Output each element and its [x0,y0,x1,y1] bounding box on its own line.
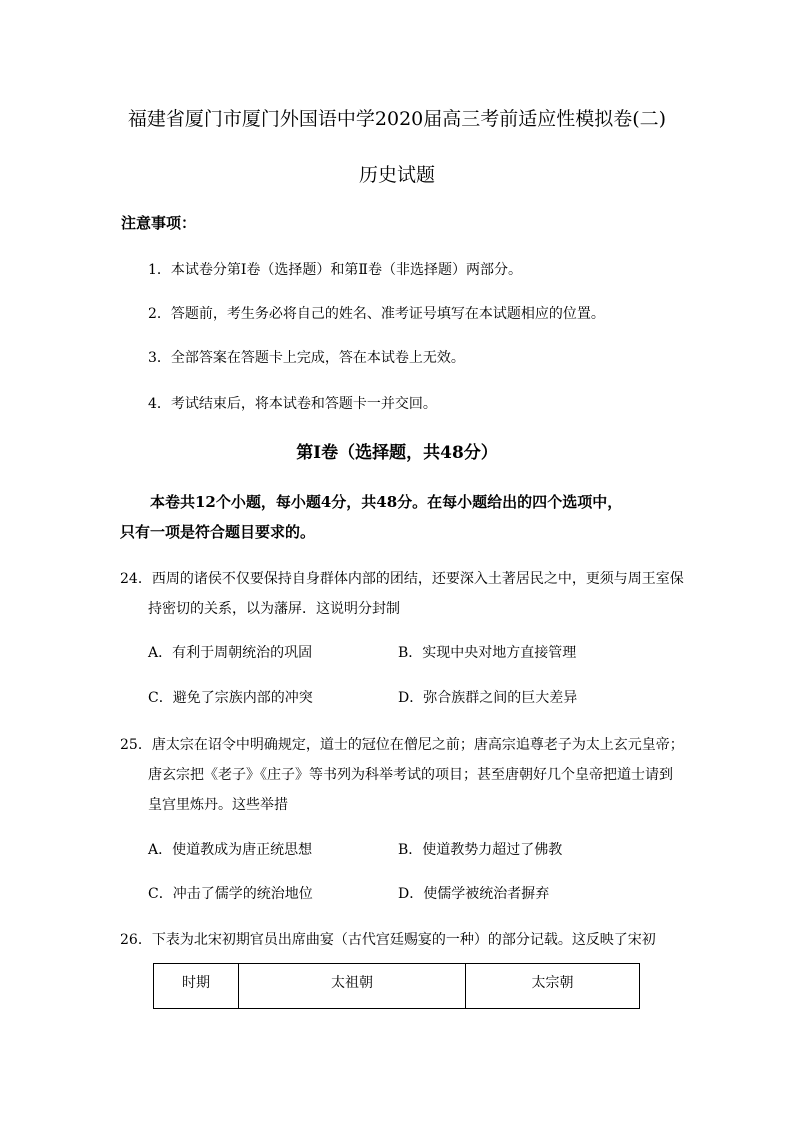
question-26-line: 26．下表为北宋初期官员出席曲宴（古代宫廷赐宴的一种）的部分记载。这反映了宋初 [120,932,656,948]
notice-item: 4．考试结束后，将本试卷和答题卡一并交回。 [148,396,437,412]
table-header-cell: 太宗朝 [466,964,640,1009]
question-25-line: 唐玄宗把《老子》《庄子》等书列为科举考试的项目；甚至唐朝好几个皇帝把道士请到 [148,767,673,783]
question-25-option-a: A．使道教成为唐正统思想 [148,842,313,858]
section-title: 第Ⅰ卷（选择题，共48分） [296,443,498,463]
section-instruction: 本卷共12个小题，每小题4分，共48分。在每小题给出的四个选项中， [150,493,623,511]
question-24-line: 24．西周的诸侯不仅要保持自身群体内部的团结，还要深入土著居民之中，更须与周王室保 [120,571,684,587]
question-24-option-a: A．有利于周朝统治的巩固 [148,645,313,661]
notice-heading: 注意事项： [121,214,197,232]
question-25-line: 皇宫里炼丹。这些举措 [148,797,288,813]
question-24-option-d: D．弥合族群之间的巨大差异 [398,690,578,706]
section-instruction: 只有一项是符合题目要求的。 [120,523,316,541]
question-25-line: 25．唐太宗在诏令中明确规定，道士的冠位在僧尼之前；唐高宗追尊老子为太上玄元皇帝； [120,737,684,753]
table-row [154,964,640,1009]
document-subtitle: 历史试题 [358,164,435,186]
table-header-cell: 太祖朝 [239,964,466,1009]
question-25-option-d: D．使儒学被统治者摒弃 [398,886,550,902]
question-25-option-c: C．冲击了儒学的统治地位 [148,886,313,902]
question-24-option-c: C．避免了宗族内部的冲突 [148,690,313,706]
question-24-line: 持密切的关系，以为藩屏．这说明分封制 [148,601,400,617]
document-title: 福建省厦门市厦门外国语中学2020届高三考前适应性模拟卷(二) [127,108,667,130]
table-header-cell: 时期 [154,964,239,1009]
notice-item: 1．本试卷分第Ⅰ卷（选择题）和第Ⅱ卷（非选择题）两部分。 [148,262,522,278]
question-25-option-b: B．使道教势力超过了佛教 [398,842,563,858]
notice-item: 3．全部答案在答题卡上完成，答在本试卷上无效。 [148,350,465,366]
banquet-table [153,963,640,1009]
question-24-option-b: B．实现中央对地方直接管理 [398,645,577,661]
notice-item: 2．答题前，考生务必将自己的姓名、准考证号填写在本试题相应的位置。 [148,306,605,322]
